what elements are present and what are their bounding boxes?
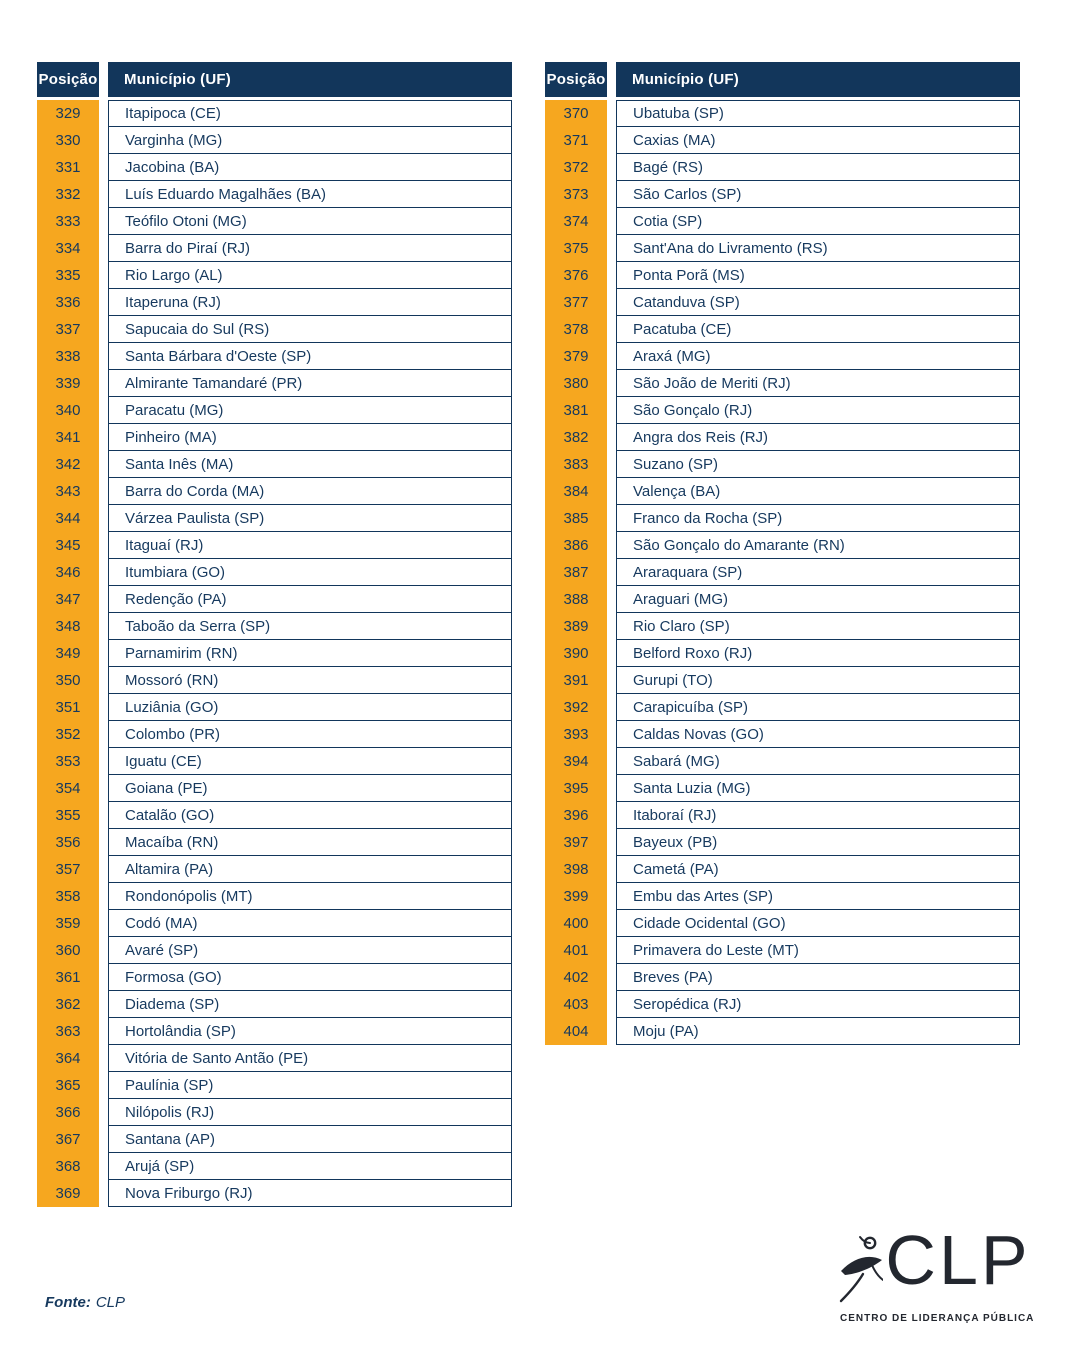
municipality-cell: Franco da Rocha (SP)	[616, 505, 1020, 532]
position-cell: 384	[545, 478, 607, 505]
municipality-cell: Cametá (PA)	[616, 856, 1020, 883]
table-row	[37, 397, 512, 424]
table-row	[545, 127, 1020, 154]
municipality-cell: Caldas Novas (GO)	[616, 721, 1020, 748]
position-cell: 334	[37, 235, 99, 262]
table-row	[545, 262, 1020, 289]
table-row	[37, 127, 512, 154]
table-row	[545, 235, 1020, 262]
municipality-cell: Avaré (SP)	[108, 937, 512, 964]
table-row	[545, 316, 1020, 343]
position-cell: 404	[545, 1018, 607, 1045]
municipality-cell: Valença (BA)	[616, 478, 1020, 505]
municipality-cell: São João de Meriti (RJ)	[616, 370, 1020, 397]
municipality-cell: Formosa (GO)	[108, 964, 512, 991]
municipality-cell: Pacatuba (CE)	[616, 316, 1020, 343]
municipality-cell: Diadema (SP)	[108, 991, 512, 1018]
table-row	[545, 937, 1020, 964]
position-cell: 330	[37, 127, 99, 154]
municipality-cell: Sabará (MG)	[616, 748, 1020, 775]
position-cell: 347	[37, 586, 99, 613]
table-row	[545, 424, 1020, 451]
position-cell: 343	[37, 478, 99, 505]
table-row	[37, 505, 512, 532]
table-row	[37, 235, 512, 262]
table-row	[545, 748, 1020, 775]
municipality-cell: Goiana (PE)	[108, 775, 512, 802]
table-row	[545, 802, 1020, 829]
table-row	[37, 613, 512, 640]
table-row	[545, 856, 1020, 883]
table-row	[37, 883, 512, 910]
table-row	[545, 586, 1020, 613]
municipality-cell: Macaíba (RN)	[108, 829, 512, 856]
municipality-cell: Mossoró (RN)	[108, 667, 512, 694]
position-cell: 337	[37, 316, 99, 343]
table-row	[545, 613, 1020, 640]
source-note	[45, 1294, 125, 1311]
table-row	[37, 532, 512, 559]
position-cell: 336	[37, 289, 99, 316]
table-row	[37, 937, 512, 964]
position-cell: 380	[545, 370, 607, 397]
position-cell: 370	[545, 100, 607, 127]
clp-logo-subtitle: CENTRO DE LIDERANÇA PÚBLICA	[840, 1313, 1035, 1324]
position-cell: 363	[37, 1018, 99, 1045]
municipality-cell: Paulínia (SP)	[108, 1072, 512, 1099]
table-row	[37, 154, 512, 181]
table-row	[37, 667, 512, 694]
position-cell: 352	[37, 721, 99, 748]
position-cell: 374	[545, 208, 607, 235]
position-cell: 387	[545, 559, 607, 586]
table-row	[37, 451, 512, 478]
municipality-cell: São Gonçalo (RJ)	[616, 397, 1020, 424]
position-cell: 393	[545, 721, 607, 748]
municipality-cell: Barra do Corda (MA)	[108, 478, 512, 505]
source-label: Fonte:	[45, 1294, 91, 1311]
municipality-cell: Carapicuíba (SP)	[616, 694, 1020, 721]
municipality-cell: Angra dos Reis (RJ)	[616, 424, 1020, 451]
position-cell: 364	[37, 1045, 99, 1072]
municipality-cell: Santa Luzia (MG)	[616, 775, 1020, 802]
municipality-cell: Codó (MA)	[108, 910, 512, 937]
position-cell: 397	[545, 829, 607, 856]
table-header-row	[37, 62, 512, 97]
municipality-cell: Catanduva (SP)	[616, 289, 1020, 316]
table-row	[545, 505, 1020, 532]
position-cell: 399	[545, 883, 607, 910]
municipality-header: Município (UF)	[616, 62, 1020, 97]
municipality-cell: Luziânia (GO)	[108, 694, 512, 721]
municipality-cell: Várzea Paulista (SP)	[108, 505, 512, 532]
municipality-cell: Sant'Ana do Livramento (RS)	[616, 235, 1020, 262]
position-cell: 355	[37, 802, 99, 829]
municipality-cell: Redenção (PA)	[108, 586, 512, 613]
table-row	[37, 1072, 512, 1099]
table-row	[545, 964, 1020, 991]
municipality-cell: Hortolândia (SP)	[108, 1018, 512, 1045]
position-cell: 332	[37, 181, 99, 208]
municipality-cell: São Carlos (SP)	[616, 181, 1020, 208]
table-row	[37, 1099, 512, 1126]
table-row	[37, 208, 512, 235]
position-cell: 331	[37, 154, 99, 181]
position-cell: 333	[37, 208, 99, 235]
position-cell: 341	[37, 424, 99, 451]
position-cell: 360	[37, 937, 99, 964]
municipality-cell: Paracatu (MG)	[108, 397, 512, 424]
table-row	[37, 1153, 512, 1180]
table-row	[545, 532, 1020, 559]
municipality-cell: São Gonçalo do Amarante (RN)	[616, 532, 1020, 559]
table-row	[545, 721, 1020, 748]
table-row	[37, 478, 512, 505]
table-row	[37, 829, 512, 856]
position-cell: 368	[37, 1153, 99, 1180]
table-row	[545, 289, 1020, 316]
position-cell: 350	[37, 667, 99, 694]
table-row	[545, 829, 1020, 856]
municipality-cell: Cidade Ocidental (GO)	[616, 910, 1020, 937]
position-cell: 367	[37, 1126, 99, 1153]
municipality-cell: Belford Roxo (RJ)	[616, 640, 1020, 667]
municipality-cell: Barra do Piraí (RJ)	[108, 235, 512, 262]
position-cell: 335	[37, 262, 99, 289]
position-cell: 365	[37, 1072, 99, 1099]
table-row	[37, 748, 512, 775]
rank-table-right	[545, 62, 1020, 1045]
municipality-cell: Bagé (RS)	[616, 154, 1020, 181]
position-cell: 372	[545, 154, 607, 181]
position-cell: 375	[545, 235, 607, 262]
table-row	[545, 343, 1020, 370]
table-row	[545, 208, 1020, 235]
table-row	[545, 1018, 1020, 1045]
table-row	[37, 775, 512, 802]
position-cell: 359	[37, 910, 99, 937]
municipality-cell: Jacobina (BA)	[108, 154, 512, 181]
municipality-cell: Suzano (SP)	[616, 451, 1020, 478]
rank-table-left	[37, 62, 512, 1207]
municipality-cell: Rio Claro (SP)	[616, 613, 1020, 640]
table-row	[37, 343, 512, 370]
table-row	[37, 910, 512, 937]
municipality-cell: Catalão (GO)	[108, 802, 512, 829]
position-cell: 354	[37, 775, 99, 802]
position-cell: 386	[545, 532, 607, 559]
municipality-cell: Nova Friburgo (RJ)	[108, 1180, 512, 1207]
table-row	[545, 910, 1020, 937]
table-body	[37, 100, 512, 1207]
source-value: CLP	[95, 1294, 126, 1311]
municipality-cell: Primavera do Leste (MT)	[616, 937, 1020, 964]
municipality-cell: Sapucaia do Sul (RS)	[108, 316, 512, 343]
position-cell: 392	[545, 694, 607, 721]
position-cell: 395	[545, 775, 607, 802]
municipality-cell: Rondonópolis (MT)	[108, 883, 512, 910]
table-row	[545, 397, 1020, 424]
table-row	[37, 802, 512, 829]
position-cell: 329	[37, 100, 99, 127]
table-row	[545, 100, 1020, 127]
municipality-cell: Luís Eduardo Magalhães (BA)	[108, 181, 512, 208]
municipality-cell: Bayeux (PB)	[616, 829, 1020, 856]
position-cell: 378	[545, 316, 607, 343]
table-row	[37, 370, 512, 397]
position-cell: 349	[37, 640, 99, 667]
municipality-cell: Iguatu (CE)	[108, 748, 512, 775]
municipality-cell: Caxias (MA)	[616, 127, 1020, 154]
position-cell: 394	[545, 748, 607, 775]
municipality-cell: Santa Inês (MA)	[108, 451, 512, 478]
position-cell: 401	[545, 937, 607, 964]
table-row	[37, 289, 512, 316]
position-cell: 339	[37, 370, 99, 397]
municipality-cell: Embu das Artes (SP)	[616, 883, 1020, 910]
municipality-cell: Parnamirim (RN)	[108, 640, 512, 667]
position-cell: 362	[37, 991, 99, 1018]
table-row	[545, 775, 1020, 802]
position-cell: 390	[545, 640, 607, 667]
position-cell: 402	[545, 964, 607, 991]
table-row	[545, 694, 1020, 721]
position-cell: 356	[37, 829, 99, 856]
position-cell: 346	[37, 559, 99, 586]
position-cell: 396	[545, 802, 607, 829]
table-row	[545, 883, 1020, 910]
person-leap-icon	[839, 1234, 883, 1304]
position-cell: 376	[545, 262, 607, 289]
position-cell: 366	[37, 1099, 99, 1126]
table-row	[37, 1018, 512, 1045]
clp-logo-row	[840, 1221, 1031, 1304]
municipality-cell: Gurupi (TO)	[616, 667, 1020, 694]
table-row	[37, 262, 512, 289]
position-cell: 381	[545, 397, 607, 424]
table-row	[37, 316, 512, 343]
position-cell: 371	[545, 127, 607, 154]
table-row	[545, 154, 1020, 181]
position-header: Posição	[545, 62, 607, 97]
table-row	[37, 181, 512, 208]
municipality-cell: Itumbiara (GO)	[108, 559, 512, 586]
position-cell: 388	[545, 586, 607, 613]
position-cell: 400	[545, 910, 607, 937]
municipality-cell: Itaboraí (RJ)	[616, 802, 1020, 829]
municipality-cell: Taboão da Serra (SP)	[108, 613, 512, 640]
position-cell: 361	[37, 964, 99, 991]
table-row	[37, 640, 512, 667]
position-cell: 357	[37, 856, 99, 883]
municipality-cell: Araguari (MG)	[616, 586, 1020, 613]
table-row	[37, 991, 512, 1018]
position-cell: 342	[37, 451, 99, 478]
position-cell: 369	[37, 1180, 99, 1207]
position-cell: 383	[545, 451, 607, 478]
position-cell: 379	[545, 343, 607, 370]
table-row	[545, 640, 1020, 667]
position-cell: 398	[545, 856, 607, 883]
municipality-cell: Nilópolis (RJ)	[108, 1099, 512, 1126]
position-cell: 353	[37, 748, 99, 775]
position-cell: 345	[37, 532, 99, 559]
table-row	[545, 667, 1020, 694]
municipality-cell: Santa Bárbara d'Oeste (SP)	[108, 343, 512, 370]
municipality-cell: Seropédica (RJ)	[616, 991, 1020, 1018]
position-cell: 348	[37, 613, 99, 640]
table-row	[37, 1045, 512, 1072]
table-row	[37, 100, 512, 127]
municipality-cell: Arujá (SP)	[108, 1153, 512, 1180]
table-body	[545, 100, 1020, 1045]
table-row	[37, 694, 512, 721]
position-cell: 340	[37, 397, 99, 424]
table-row	[37, 721, 512, 748]
municipality-cell: Vitória de Santo Antão (PE)	[108, 1045, 512, 1072]
table-row	[37, 559, 512, 586]
table-row	[545, 559, 1020, 586]
municipality-cell: Teófilo Otoni (MG)	[108, 208, 512, 235]
municipality-cell: Ubatuba (SP)	[616, 100, 1020, 127]
municipality-cell: Moju (PA)	[616, 1018, 1020, 1045]
municipality-cell: Rio Largo (AL)	[108, 262, 512, 289]
position-cell: 338	[37, 343, 99, 370]
table-row	[37, 1180, 512, 1207]
table-row	[545, 991, 1020, 1018]
table-row	[545, 181, 1020, 208]
municipality-cell: Pinheiro (MA)	[108, 424, 512, 451]
table-header-row	[545, 62, 1020, 97]
municipality-cell: Breves (PA)	[616, 964, 1020, 991]
table-row	[37, 586, 512, 613]
municipality-cell: Almirante Tamandaré (PR)	[108, 370, 512, 397]
municipality-cell: Ponta Porã (MS)	[616, 262, 1020, 289]
position-cell: 382	[545, 424, 607, 451]
municipality-cell: Cotia (SP)	[616, 208, 1020, 235]
clp-logo-text: CLP	[885, 1221, 1031, 1299]
table-row	[37, 964, 512, 991]
position-cell: 373	[545, 181, 607, 208]
municipality-cell: Itaperuna (RJ)	[108, 289, 512, 316]
municipality-cell: Altamira (PA)	[108, 856, 512, 883]
table-row	[37, 1126, 512, 1153]
table-row	[37, 856, 512, 883]
clp-logo	[840, 1221, 1035, 1324]
position-cell: 385	[545, 505, 607, 532]
position-cell: 403	[545, 991, 607, 1018]
position-header: Posição	[37, 62, 99, 97]
municipality-cell: Araraquara (SP)	[616, 559, 1020, 586]
table-row	[545, 478, 1020, 505]
municipality-cell: Santana (AP)	[108, 1126, 512, 1153]
position-cell: 377	[545, 289, 607, 316]
municipality-cell: Itaguaí (RJ)	[108, 532, 512, 559]
municipality-header: Município (UF)	[108, 62, 512, 97]
municipality-cell: Colombo (PR)	[108, 721, 512, 748]
municipality-cell: Varginha (MG)	[108, 127, 512, 154]
municipality-cell: Itapipoca (CE)	[108, 100, 512, 127]
municipality-cell: Araxá (MG)	[616, 343, 1020, 370]
position-cell: 344	[37, 505, 99, 532]
position-cell: 351	[37, 694, 99, 721]
position-cell: 389	[545, 613, 607, 640]
table-row	[545, 451, 1020, 478]
position-cell: 391	[545, 667, 607, 694]
table-row	[545, 370, 1020, 397]
table-row	[37, 424, 512, 451]
position-cell: 358	[37, 883, 99, 910]
